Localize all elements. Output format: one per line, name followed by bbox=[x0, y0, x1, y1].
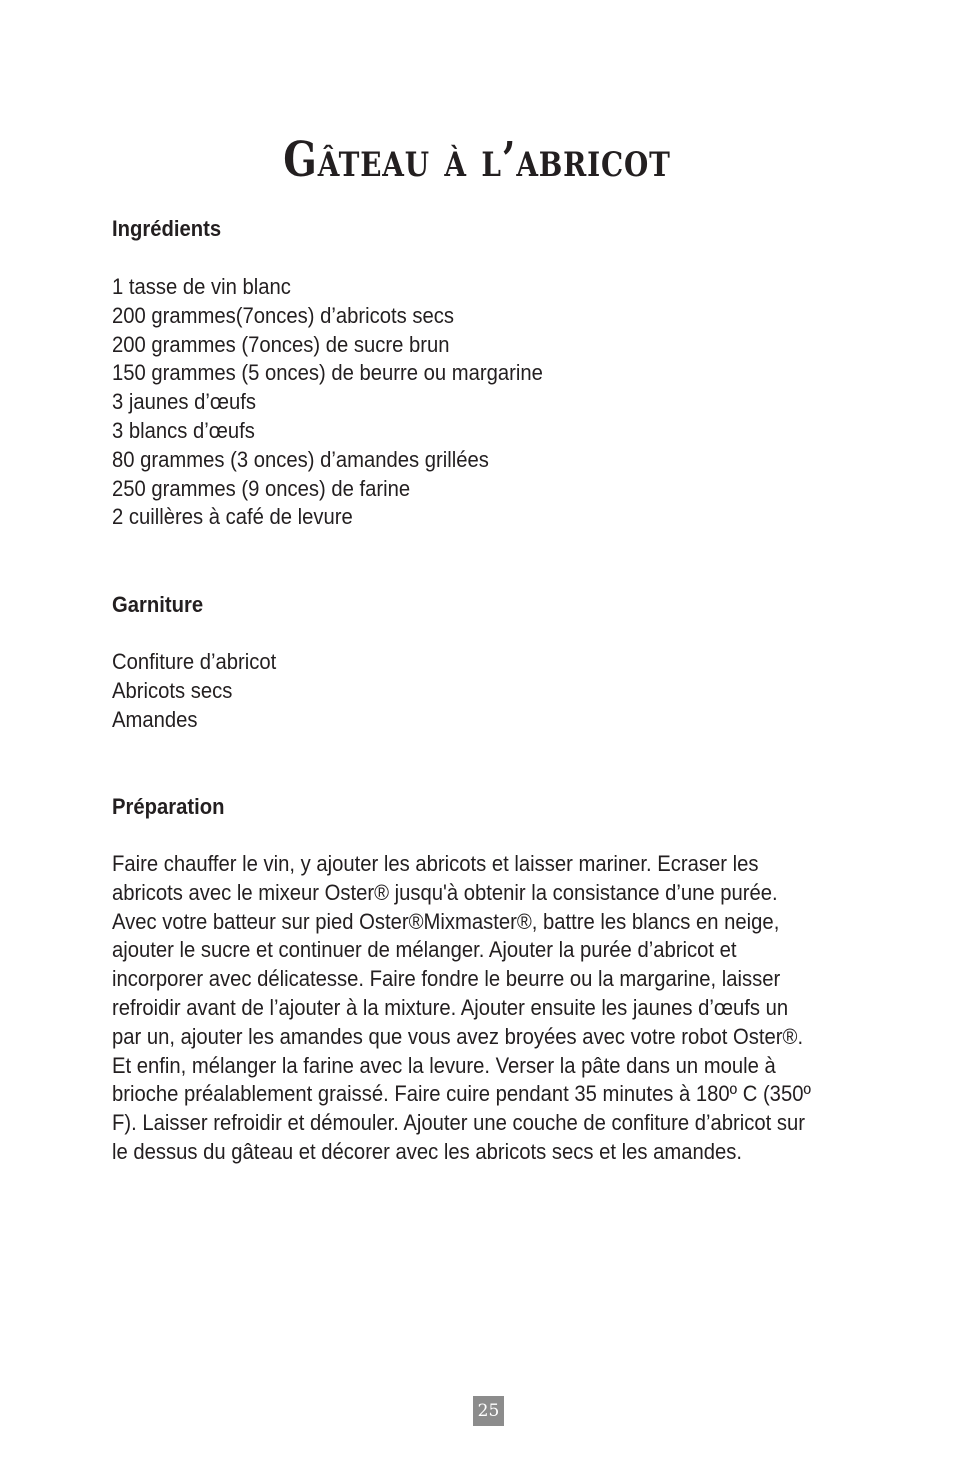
preparation-line: Faire chauffer le vin, y ajouter les abricots et laisser mariner. Ecraser les bbox=[112, 851, 759, 876]
garniture-item: Confiture d’abricot bbox=[112, 649, 277, 674]
preparation-line: le dessus du gâteau et décorer avec les abricots secs et les amandes. bbox=[112, 1138, 743, 1164]
ingredient-item: 80 grammes (3 onces) d’amandes grillées bbox=[112, 446, 489, 472]
preparation-line: Et enfin, mélanger la farine avec la levure. Verser la pâte dans un moule à bbox=[112, 1052, 776, 1078]
ingredient-item: 200 grammes (7onces) de sucre brun bbox=[112, 331, 450, 357]
garniture-item: Amandes bbox=[112, 706, 198, 732]
preparation-line: par un, ajouter les amandes que vous avez broyées avec votre robot Oster®. bbox=[112, 1023, 804, 1049]
preparation-line: brioche préalablement graissé. Faire cuire pendant 35 minutes à 180º C (350º bbox=[112, 1081, 811, 1107]
ingredients-heading: Ingrédients bbox=[112, 216, 222, 241]
preparation-heading: Préparation bbox=[112, 794, 225, 819]
preparation-line: F). Laisser refroidir et démouler. Ajouter une couche de confiture d’abricot sur bbox=[112, 1110, 806, 1136]
ingredient-item: 3 blancs d’œufs bbox=[112, 417, 255, 443]
preparation-line: Avec votre batteur sur pied Oster®Mixmaster®, battre les blancs en neige, bbox=[112, 908, 780, 934]
ingredient-item: 2 cuillères à café de levure bbox=[112, 504, 353, 530]
preparation-line: incorporer avec délicatesse. Faire fondre le beurre ou la margarine, laisser bbox=[112, 966, 781, 992]
ingredient-item: 3 jaunes d’œufs bbox=[112, 389, 257, 415]
preparation-line: refroidir avant de l’ajouter à la mixture. Ajouter ensuite les jaunes d’œufs un bbox=[112, 994, 789, 1020]
preparation-text bbox=[112, 850, 892, 1167]
ingredients-list bbox=[112, 273, 580, 532]
garniture-item: Abricots secs bbox=[112, 677, 233, 703]
preparation-line: ajouter le sucre et continuer de mélanger. Ajouter la purée d’abricot et bbox=[112, 937, 737, 963]
ingredient-item: 250 grammes (9 onces) de farine bbox=[112, 475, 411, 501]
ingredient-item: 1 tasse de vin blanc bbox=[112, 274, 291, 299]
preparation-line: abricots avec le mixeur Oster® jusqu'à obtenir la consistance d’une purée. bbox=[112, 879, 778, 905]
page-number: 25 bbox=[473, 1396, 504, 1426]
page-title: Gâteau à l’abricot bbox=[283, 132, 671, 189]
garniture-list bbox=[112, 648, 291, 734]
ingredient-item: 150 grammes (5 onces) de beurre ou margarine bbox=[112, 360, 543, 386]
garniture-heading: Garniture bbox=[112, 592, 204, 617]
ingredient-item: 200 grammes(7onces) d’abricots secs bbox=[112, 302, 454, 328]
